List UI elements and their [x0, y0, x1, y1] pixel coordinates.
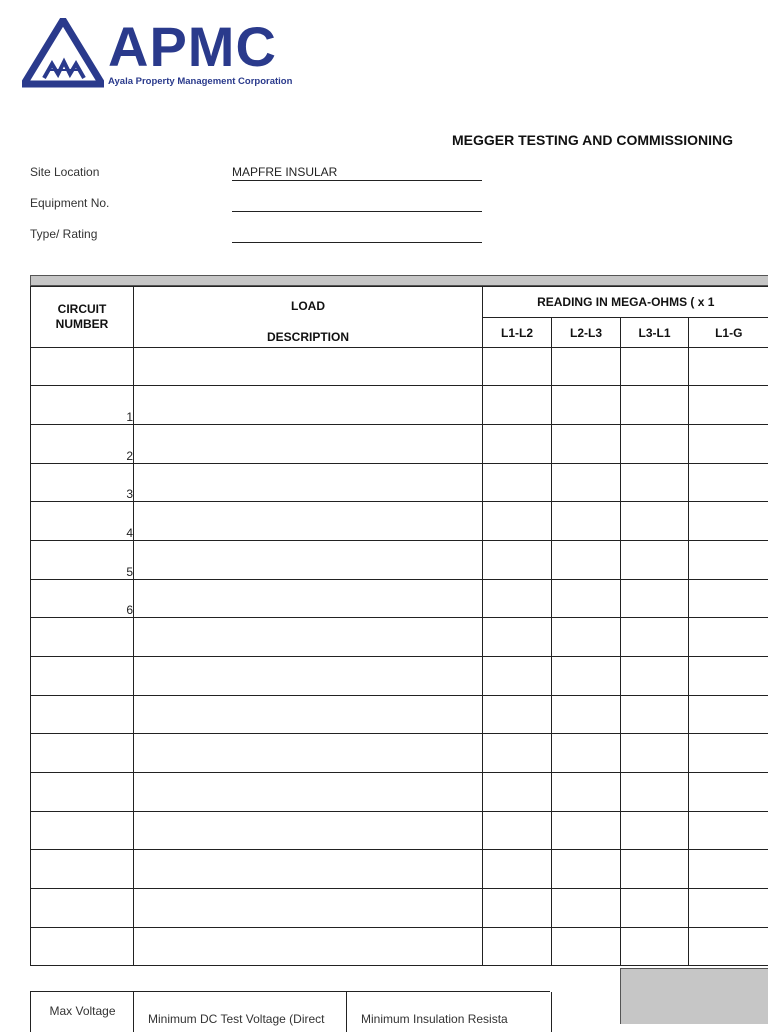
load-description-cell[interactable]: [134, 386, 483, 425]
min-insulation-label: Minimum Insulation Resista: [347, 992, 551, 1026]
reading-l3-l1-cell[interactable]: [621, 502, 689, 541]
reading-l1-g-cell[interactable]: [689, 928, 768, 966]
reading-l1-g-cell[interactable]: [689, 618, 768, 657]
reading-l2-l3-cell[interactable]: [552, 812, 621, 850]
reading-l1-g-cell[interactable]: [689, 773, 768, 812]
reading-l1-g-cell[interactable]: [689, 889, 768, 928]
reading-l1-g-cell[interactable]: [689, 541, 768, 580]
reading-l1-g-cell[interactable]: [689, 696, 768, 734]
min-insulation-cell: [346, 992, 552, 1032]
reading-l3-l1-cell[interactable]: [621, 425, 689, 464]
load-description-cell[interactable]: [134, 657, 483, 696]
readings-body: [31, 348, 768, 966]
circuit-number-cell[interactable]: [31, 618, 134, 657]
table-row: [31, 464, 768, 502]
equipment-no-label: Equipment No.: [30, 196, 109, 210]
table-row: [31, 348, 768, 386]
load-description-cell[interactable]: [134, 734, 483, 773]
reading-l3-l1-cell[interactable]: [621, 541, 689, 580]
reading-l2-l3-cell[interactable]: [552, 386, 621, 425]
reading-l2-l3-cell[interactable]: [552, 657, 621, 696]
load-description-cell[interactable]: [134, 812, 483, 850]
site-location-label: Site Location: [30, 165, 99, 179]
load-description-cell[interactable]: [134, 425, 483, 464]
reading-l1-g-cell[interactable]: [689, 348, 768, 386]
load-header-line1: LOAD: [134, 299, 482, 313]
table-row: [31, 773, 768, 812]
load-description-cell[interactable]: [134, 348, 483, 386]
reading-l3-l1-cell[interactable]: [621, 928, 689, 966]
reading-l1-g-cell[interactable]: [689, 812, 768, 850]
reading-l1-g-cell[interactable]: [689, 580, 768, 618]
load-description-cell[interactable]: [134, 696, 483, 734]
phase-header-l3-l1: L3-L1: [621, 318, 689, 348]
circuit-number-cell[interactable]: [31, 928, 134, 966]
table-row: [31, 696, 768, 734]
table-header-bar: [30, 275, 768, 286]
reading-l3-l1-cell[interactable]: [621, 773, 689, 812]
circuit-number-header: CIRCUIT NUMBER: [31, 287, 134, 348]
reading-l1-l2-cell[interactable]: [483, 618, 552, 657]
load-description-header: [134, 287, 483, 348]
reading-l2-l3-cell[interactable]: [552, 928, 621, 966]
reading-l1-l2-cell[interactable]: [483, 386, 552, 425]
table-row: [31, 734, 768, 773]
logo-subtitle: Ayala Property Management Corporation: [108, 76, 292, 87]
phase-header-l2-l3: L2-L3: [552, 318, 621, 348]
reading-l1-g-cell[interactable]: [689, 502, 768, 541]
reading-l3-l1-cell[interactable]: [621, 464, 689, 502]
table-row: [31, 889, 768, 928]
reading-l2-l3-cell[interactable]: [552, 464, 621, 502]
reading-header: READING IN MEGA-OHMS ( x 1: [483, 287, 768, 318]
reading-l1-l2-cell[interactable]: [483, 541, 552, 580]
reading-l2-l3-cell[interactable]: [552, 348, 621, 386]
reading-l3-l1-cell[interactable]: [621, 386, 689, 425]
circuit-number-cell[interactable]: [31, 889, 134, 928]
reading-l1-g-cell[interactable]: [689, 386, 768, 425]
circuit-number-cell[interactable]: 3: [31, 464, 134, 502]
reading-l2-l3-cell[interactable]: [552, 773, 621, 812]
table-row: [31, 657, 768, 696]
circuit-number-cell[interactable]: [31, 348, 134, 386]
circuit-number-cell[interactable]: [31, 734, 134, 773]
reading-l3-l1-cell[interactable]: [621, 580, 689, 618]
table-row: [31, 386, 768, 425]
table-row: [31, 502, 768, 541]
reading-l3-l1-cell[interactable]: [621, 734, 689, 773]
grey-summary-block: [620, 968, 768, 1024]
reading-l1-g-cell[interactable]: [689, 850, 768, 889]
load-description-cell[interactable]: [134, 502, 483, 541]
load-description-cell[interactable]: [134, 580, 483, 618]
circuit-number-cell[interactable]: [31, 773, 134, 812]
reading-l2-l3-cell[interactable]: [552, 889, 621, 928]
circuit-number-cell[interactable]: 5: [31, 541, 134, 580]
load-description-cell[interactable]: [134, 928, 483, 966]
reading-l1-g-cell[interactable]: [689, 734, 768, 773]
voltage-table: [30, 991, 550, 1032]
reading-l2-l3-cell[interactable]: [552, 541, 621, 580]
apmc-triangle-emblem-icon: [22, 18, 104, 88]
reading-l1-g-cell[interactable]: [689, 464, 768, 502]
reading-l2-l3-cell[interactable]: [552, 502, 621, 541]
apmc-logo: [22, 18, 294, 90]
equipment-no-field[interactable]: [232, 196, 482, 212]
reading-l2-l3-cell[interactable]: [552, 696, 621, 734]
site-location-field[interactable]: MAPFRE INSULAR: [232, 165, 482, 181]
reading-l1-l2-cell[interactable]: [483, 773, 552, 812]
reading-l1-g-cell[interactable]: [689, 657, 768, 696]
min-dc-cell: [133, 992, 347, 1032]
table-row: [31, 541, 768, 580]
table-row: [31, 812, 768, 850]
table-row: [31, 580, 768, 618]
circuit-number-cell[interactable]: 2: [31, 425, 134, 464]
form-title: MEGGER TESTING AND COMMISSIONING: [452, 132, 733, 148]
circuit-number-cell[interactable]: 1: [31, 386, 134, 425]
load-description-cell[interactable]: [134, 618, 483, 657]
load-description-cell[interactable]: [134, 773, 483, 812]
reading-l1-l2-cell[interactable]: [483, 657, 552, 696]
reading-l1-l2-cell[interactable]: [483, 928, 552, 966]
max-voltage-label: Max Voltage: [31, 992, 134, 1018]
reading-l1-g-cell[interactable]: [689, 425, 768, 464]
reading-l1-l2-cell[interactable]: [483, 502, 552, 541]
circuit-number-cell[interactable]: [31, 696, 134, 734]
reading-l1-l2-cell[interactable]: [483, 425, 552, 464]
reading-l1-l2-cell[interactable]: [483, 734, 552, 773]
phase-header-l1-g: L1-G: [689, 318, 768, 348]
circuit-number-cell[interactable]: [31, 657, 134, 696]
reading-l1-l2-cell[interactable]: [483, 348, 552, 386]
reading-l1-l2-cell[interactable]: [483, 889, 552, 928]
table-row: [31, 425, 768, 464]
load-description-cell[interactable]: [134, 889, 483, 928]
reading-l3-l1-cell[interactable]: [621, 812, 689, 850]
table-row: [31, 618, 768, 657]
circuit-number-cell[interactable]: [31, 812, 134, 850]
min-dc-label: Minimum DC Test Voltage (Direct: [134, 992, 347, 1026]
reading-l1-l2-cell[interactable]: [483, 464, 552, 502]
type-rating-field[interactable]: [232, 227, 482, 243]
load-description-cell[interactable]: [134, 464, 483, 502]
table-row: [31, 850, 768, 889]
megger-readings-table: [30, 286, 768, 966]
circuit-number-cell[interactable]: 6: [31, 580, 134, 618]
reading-l2-l3-cell[interactable]: [552, 734, 621, 773]
table-row: [31, 928, 768, 966]
logo-wordmark: APMC: [108, 12, 277, 82]
load-description-cell[interactable]: [134, 850, 483, 889]
reading-l1-l2-cell[interactable]: [483, 696, 552, 734]
reading-l1-l2-cell[interactable]: [483, 812, 552, 850]
reading-l3-l1-cell[interactable]: [621, 618, 689, 657]
load-description-cell[interactable]: [134, 541, 483, 580]
reading-l2-l3-cell[interactable]: [552, 580, 621, 618]
reading-l2-l3-cell[interactable]: [552, 850, 621, 889]
load-header-line2: DESCRIPTION: [134, 330, 482, 344]
reading-l1-l2-cell[interactable]: [483, 850, 552, 889]
circuit-number-cell[interactable]: [31, 850, 134, 889]
reading-l3-l1-cell[interactable]: [621, 696, 689, 734]
reading-l3-l1-cell[interactable]: [621, 657, 689, 696]
reading-l3-l1-cell[interactable]: [621, 850, 689, 889]
reading-l2-l3-cell[interactable]: [552, 618, 621, 657]
phase-header-l1-l2: L1-L2: [483, 318, 552, 348]
type-rating-label: Type/ Rating: [30, 227, 97, 241]
max-voltage-cell: [30, 992, 134, 1032]
reading-l1-l2-cell[interactable]: [483, 580, 552, 618]
circuit-number-cell[interactable]: 4: [31, 502, 134, 541]
reading-l2-l3-cell[interactable]: [552, 425, 621, 464]
reading-l3-l1-cell[interactable]: [621, 348, 689, 386]
reading-l3-l1-cell[interactable]: [621, 889, 689, 928]
